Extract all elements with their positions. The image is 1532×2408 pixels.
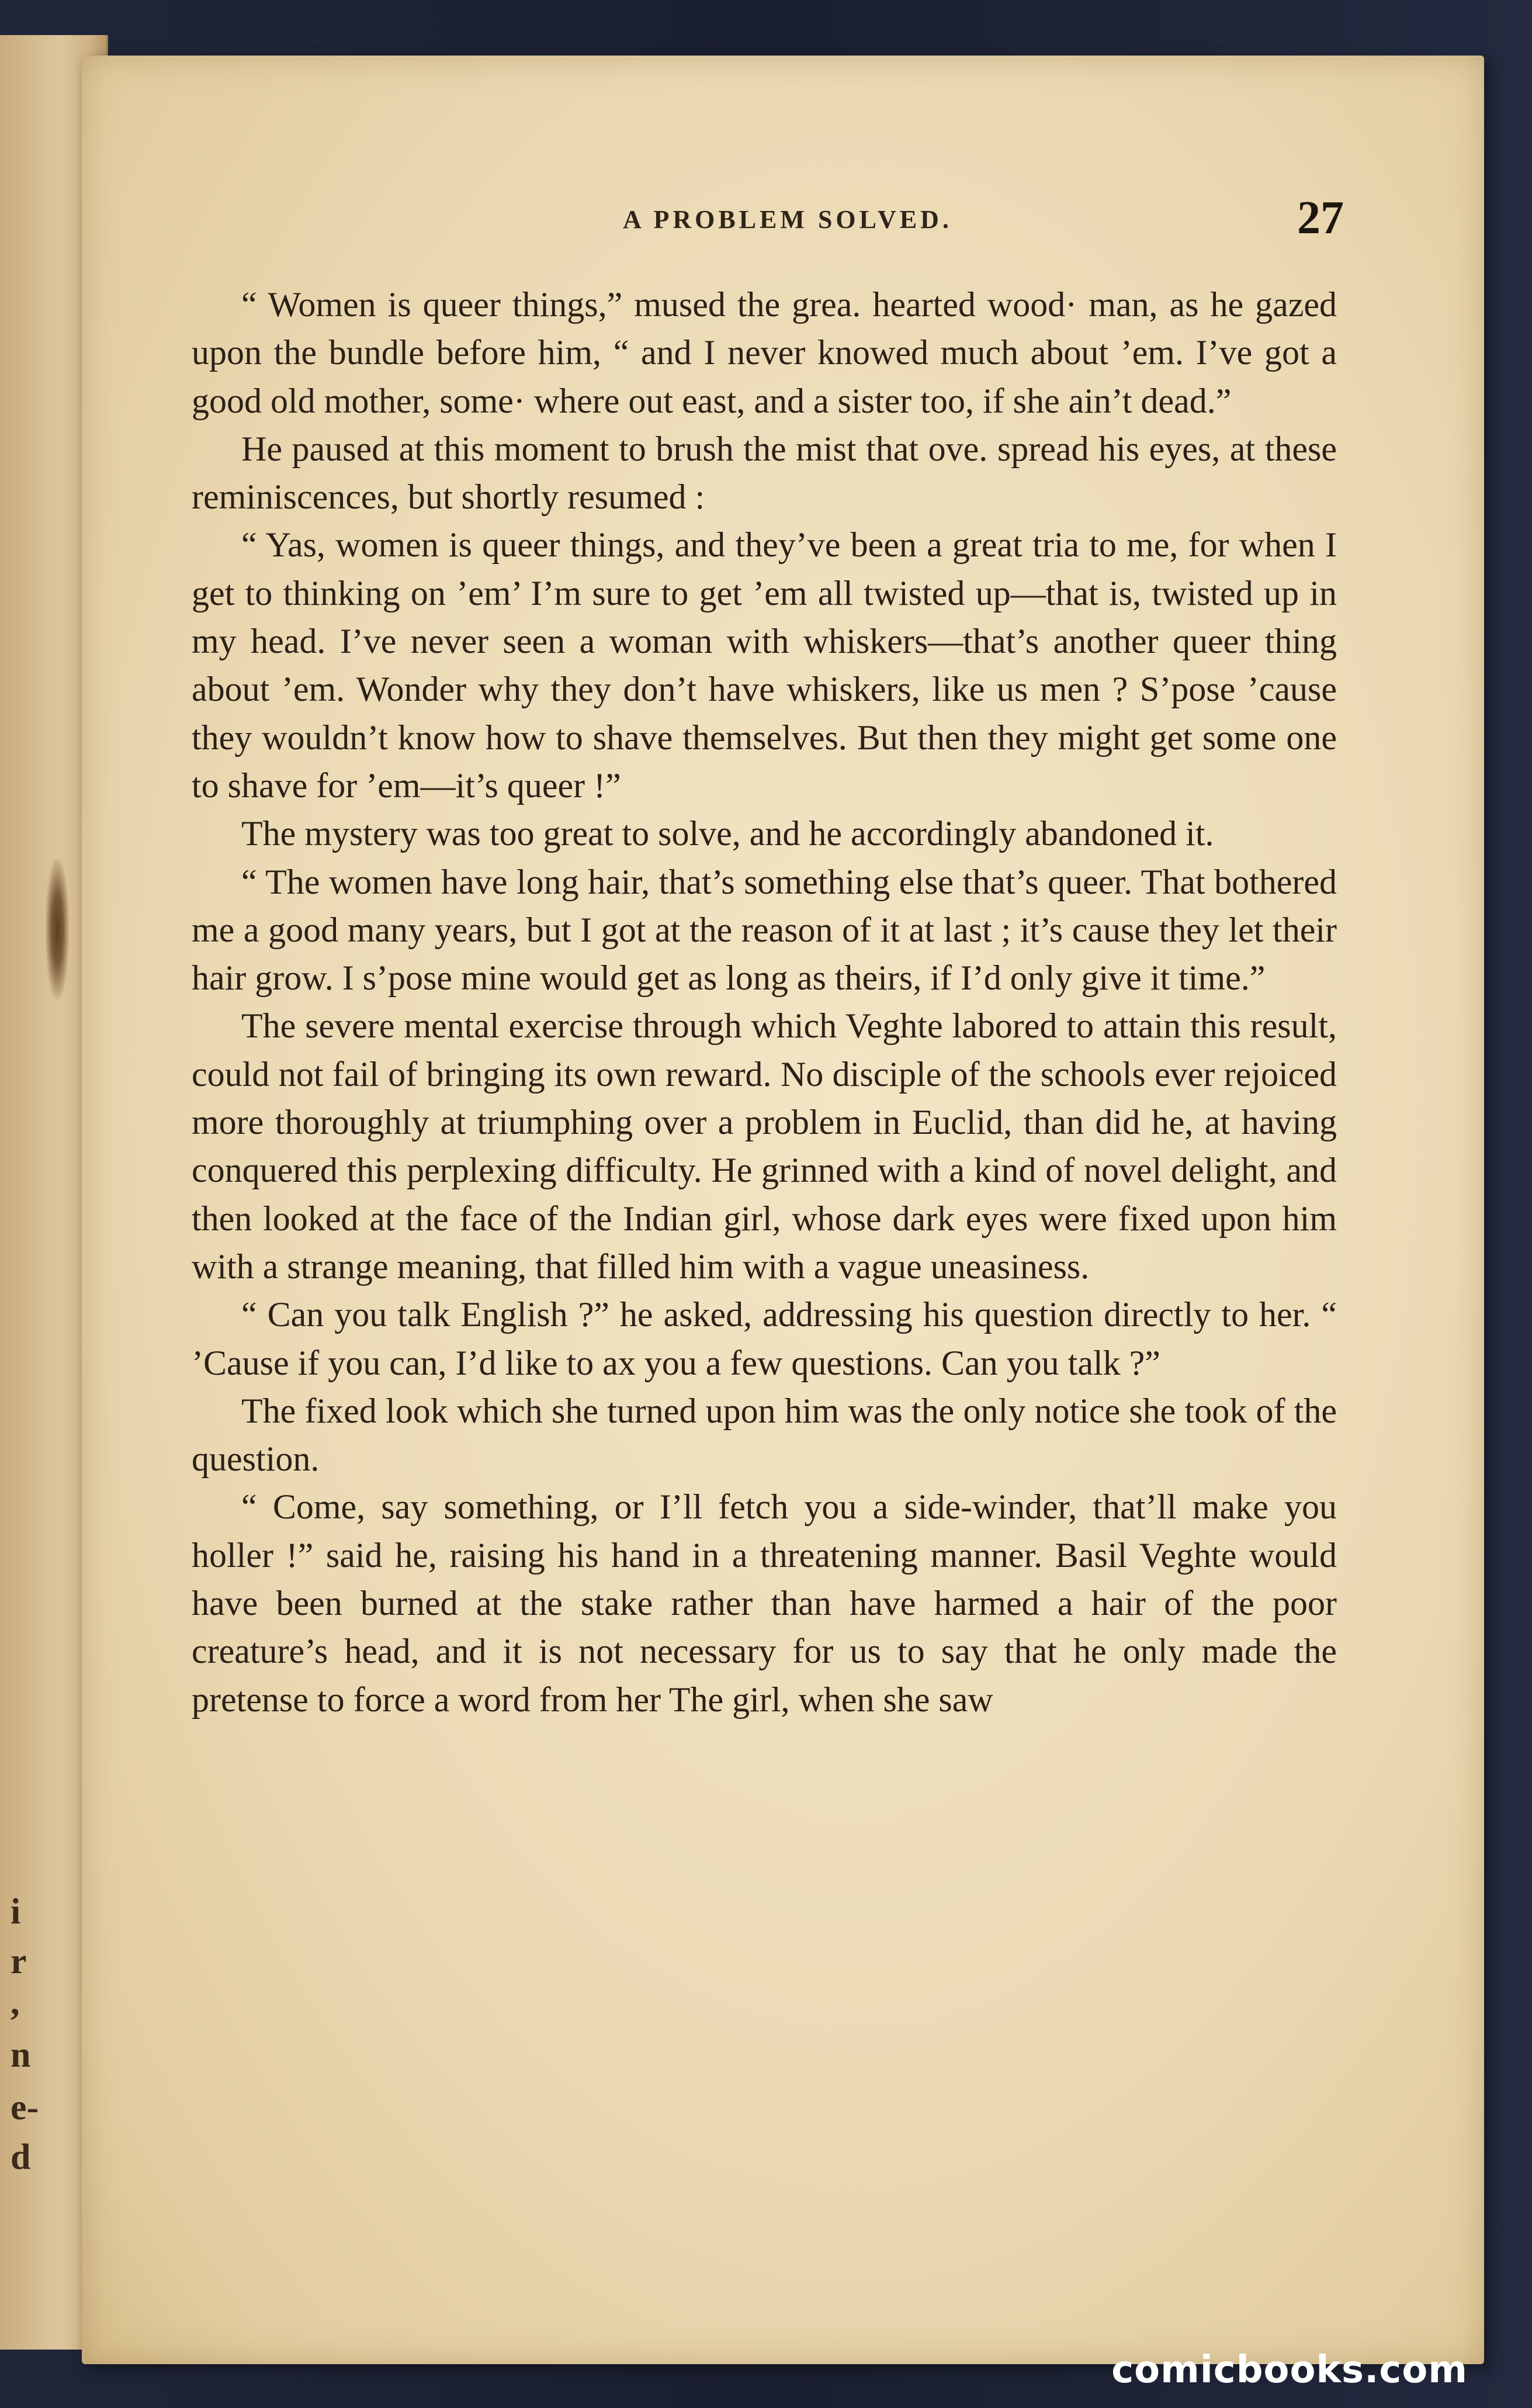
facing-page-fragment: i [11,1892,21,1932]
paragraph: He paused at this moment to brush the mist that ove. spread his eyes, at these reminiscences, but shortly resumed : [192,429,1337,517]
binding-thread [46,859,69,999]
paragraph: “ Yas, women is queer things, and they’ve been a great tria to me, for when I get to thinking on ’em’ I’m sure to get ’em all twisted up—that is, twisted up in my head. I’ve never seen a woman with whiskers—that’s another queer thing about ’em. Wonder why they don’t have whiskers, like us men ? S’pose ’cause they wouldn’t know how to shave themselves. But then they might get some one to shave for ’em—it’s queer !” [192,525,1337,805]
page-content [192,192,1344,2279]
facing-page-fragment: d [11,2137,31,2177]
body-text [192,281,1337,1724]
page-number: 27 [1297,192,1344,244]
paragraph: The fixed look which she turned upon him was the only notice she took of the question. [192,1391,1337,1479]
facing-page-fragment: n [11,2035,31,2075]
watermark: comicbooks.com [1111,2348,1468,2392]
paragraph: The mystery was too great to solve, and he accordingly abandoned it. [241,814,1214,853]
facing-page-fragment: , [11,1983,20,2022]
book-page [82,56,1484,2364]
paragraph: “ Can you talk English ?” he asked, addressing his question directly to her. “ ’Cause if you can, I’d like to ax you a few questions. Can you talk ?” [192,1295,1337,1382]
paragraph: “ The women have long hair, that’s something else that’s queer. That bothered me a good many years, but I got at the reason of it at last ; it’s cause they let their hair grow. I s’pose mine would get as long as theirs, if I’d only give it time.” [192,862,1337,998]
facing-page-fragment: e- [11,2088,39,2127]
paragraph: “ Come, say something, or I’ll fetch you a side-winder, that’ll make you holler !” said he, raising his hand in a threatening manner. Basil Veghte would have been burned at the stake rather than have harmed a hair of the poor creature’s head, and it is not necessary for us to say that he only made the pretense to force a word from her The girl, when she saw [192,1487,1337,1719]
running-head [192,192,1344,263]
running-title: A PROBLEM SOLVED. [623,205,952,234]
paragraph: The severe mental exercise through which Veghte labored to attain this result, could not fail of bringing its own reward. No disciple of the schools ever rejoiced more thoroughly at triumphing over a problem in Euclid, than did he, at having conquered this perplexing difficulty. He grinned with a kind of novel delight, and then looked at the face of the Indian girl, whose dark eyes were fixed upon him with a strange meaning, that filled him with a vague uneasiness. [192,1006,1337,1286]
paragraph: “ Women is queer things,” mused the grea. hearted wood· man, as he gazed upon the bundle before him, “ and I never knowed much about ’em. I’ve got a good old mother, some· where out east, and a sister too, if she ain’t dead.” [192,285,1337,420]
facing-page-fragment: r [11,1942,27,1981]
